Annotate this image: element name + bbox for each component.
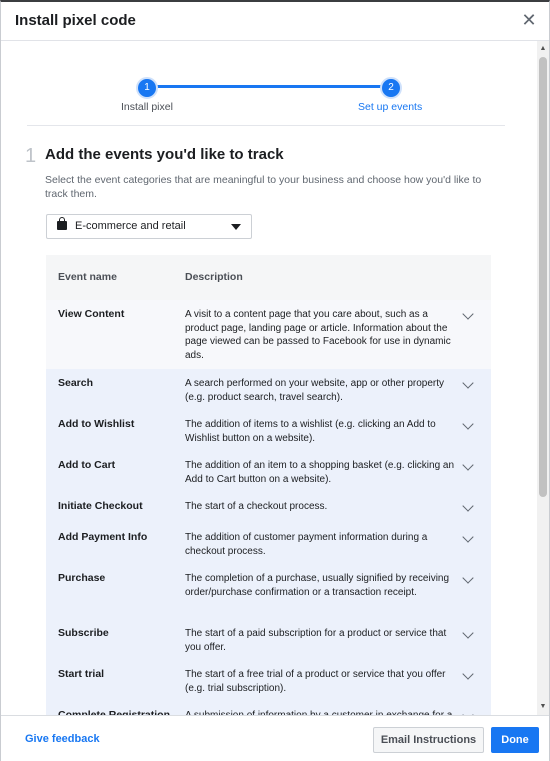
table-row[interactable] — [46, 410, 491, 451]
section-title: Add the events you'd like to track — [45, 146, 284, 163]
dialog-footer — [1, 715, 549, 761]
event-description: The addition of items to a wishlist (e.g. clicking an Add to Wishlist button on a website). — [185, 419, 436, 444]
give-feedback-link[interactable]: Give feedback — [25, 733, 100, 745]
stepper-line — [147, 85, 391, 88]
table-row[interactable] — [46, 523, 491, 564]
event-name: Search — [58, 377, 94, 389]
table-row[interactable] — [46, 492, 491, 523]
section-divider — [27, 125, 505, 126]
table-row[interactable] — [46, 619, 491, 660]
chevron-down-icon[interactable] — [462, 627, 473, 638]
event-name: Subscribe — [58, 627, 109, 639]
step-2-label: Set up events — [358, 101, 423, 113]
event-name: Initiate Checkout — [58, 500, 143, 512]
event-description: A visit to a content page that you care about, such as a product page, landing page or article. Information about the page viewed can be passed to Facebook for use in dynamic ads. — [185, 309, 451, 361]
section-description: Select the event categories that are meaningful to your business and choose how you'd like to track them. — [45, 174, 482, 200]
header-event-name: Event name — [58, 271, 117, 283]
chevron-down-icon[interactable] — [462, 377, 473, 388]
chevron-down-icon[interactable] — [462, 572, 473, 583]
chevron-down-icon[interactable] — [462, 500, 473, 511]
step-2-circle: 2 — [380, 77, 402, 99]
shopping-bag-icon — [57, 221, 67, 230]
event-description: The start of a checkout process. — [185, 501, 328, 512]
table-header — [46, 255, 491, 300]
event-description: The addition of customer payment information during a checkout process. — [185, 532, 428, 557]
event-name: Add to Cart — [58, 459, 116, 471]
scrollbar-thumb[interactable] — [539, 57, 547, 497]
category-dropdown-value: E-commerce and retail — [75, 220, 186, 232]
chevron-down-icon[interactable] — [462, 668, 473, 679]
event-description: The start of a paid subscription for a product or service that you offer. — [185, 628, 447, 653]
event-name: Purchase — [58, 572, 106, 584]
event-name: Start trial — [58, 668, 105, 680]
event-name: Add to Wishlist — [58, 418, 135, 430]
scroll-down-arrow-icon[interactable]: ▼ — [539, 703, 547, 710]
email-instructions-button[interactable]: Email Instructions — [373, 727, 484, 753]
table-row[interactable] — [46, 564, 491, 619]
events-table — [46, 255, 491, 725]
table-row[interactable] — [46, 369, 491, 410]
table-row[interactable] — [46, 451, 491, 492]
event-description: The completion of a purchase, usually signified by receiving order/purchase confirmation or a transaction receipt. — [185, 573, 450, 598]
chevron-down-icon[interactable] — [462, 418, 473, 429]
chevron-down-icon[interactable] — [462, 459, 473, 470]
table-row[interactable] — [46, 300, 491, 369]
section-number: 1 — [25, 145, 37, 167]
header-description: Description — [185, 271, 243, 283]
done-button[interactable]: Done — [491, 727, 539, 753]
chevron-down-icon[interactable] — [462, 308, 473, 319]
event-description: The start of a free trial of a product or service that you offer (e.g. trial subscription). — [185, 669, 446, 694]
dialog-body — [1, 41, 537, 715]
vertical-scrollbar[interactable] — [537, 41, 549, 715]
dialog-title: Install pixel code — [15, 12, 136, 29]
event-description: A search performed on your website, app or other property (e.g. product search, travel search). — [185, 378, 445, 403]
close-icon[interactable]: ✕ — [521, 10, 537, 30]
event-name: Add Payment Info — [58, 531, 148, 543]
chevron-down-icon[interactable] — [462, 531, 473, 542]
table-row[interactable] — [46, 660, 491, 701]
scroll-up-arrow-icon[interactable]: ▲ — [539, 45, 547, 52]
event-description: The addition of an item to a shopping basket (e.g. clicking an Add to Cart button on a website). — [185, 460, 455, 485]
category-dropdown[interactable] — [46, 214, 252, 239]
caret-down-icon — [231, 224, 241, 230]
step-1-circle: 1 — [136, 77, 158, 99]
dialog-header — [1, 2, 549, 41]
event-name: View Content — [58, 308, 125, 320]
progress-stepper — [1, 41, 537, 125]
step-1-label: Install pixel — [121, 101, 173, 113]
